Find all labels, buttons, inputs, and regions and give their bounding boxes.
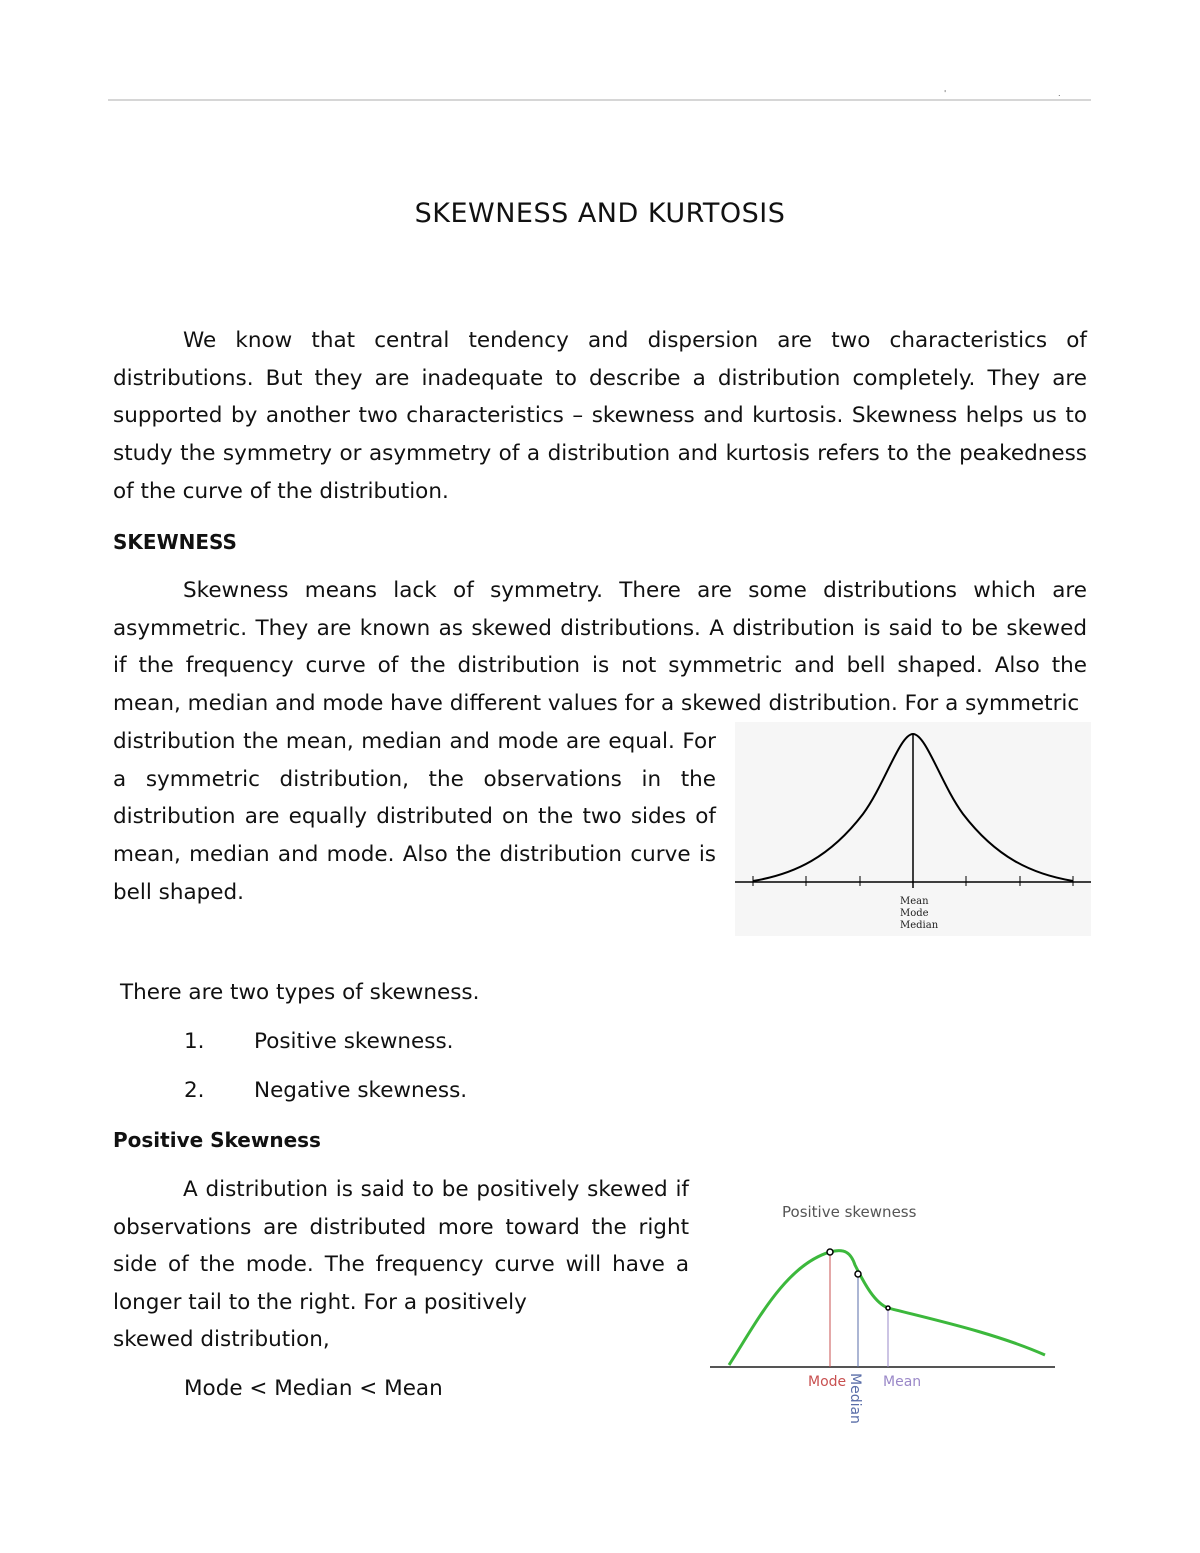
- mode-label: Mode: [808, 1374, 847, 1390]
- positive-relation: Mode < Median < Mean: [184, 1376, 443, 1401]
- page-title: SKEWNESS AND KURTOSIS: [414, 198, 786, 229]
- median-point: [855, 1271, 861, 1277]
- skewness-text-1: Skewness means lack of symmetry. There are some distributions which are asymmetric. They are known as skewed distributions. A distribution is said to be skewed if the frequency curve of the distribution is not symmetric and bell shaped. Also the mean, median and mode have different values for a skewed distribution. For a symmetric: [113, 578, 1087, 717]
- header-mark-right: .: [1058, 89, 1061, 98]
- mean-point: [886, 1306, 890, 1310]
- positive-skewness-text: A distribution is said to be positively skewed if observations are distributed more toward the right side of the mode. The frequency curve will have a longer tail to the right. For a positively: [113, 1177, 689, 1316]
- positive-skewness-paragraph-end: skewed distribution,: [113, 1327, 330, 1352]
- positive-skewness-paragraph: [113, 1171, 689, 1322]
- median-label: Median: [847, 1373, 863, 1424]
- type-label-1: Positive skewness.: [254, 1029, 454, 1054]
- positive-figure-title: Positive skewness: [782, 1203, 917, 1221]
- mean-label: Mean: [883, 1374, 922, 1390]
- type-number-1: 1.: [184, 1029, 205, 1054]
- positive-skewness-heading: Positive Skewness: [113, 1128, 321, 1152]
- skewness-paragraph: [113, 572, 1087, 723]
- type-label-2: Negative skewness.: [254, 1078, 468, 1103]
- header-mark-left: ': [944, 89, 947, 98]
- header-rule: [108, 99, 1091, 101]
- mean-label: Mean: [900, 896, 929, 907]
- type-number-2: 2.: [184, 1078, 205, 1103]
- skewness-paragraph-continued: distribution the mean, median and mode are equal. For a symmetric distribution, the observations in the distribution are equally distributed on the two sides of mean, median and mode. Also the distribution curve is bell shaped.: [113, 729, 716, 905]
- positive-skewness-figure: [705, 1195, 1065, 1435]
- types-intro: There are two types of skewness.: [120, 980, 480, 1005]
- symmetric-distribution-figure: [735, 722, 1091, 936]
- median-label: Median: [900, 920, 939, 931]
- mode-label: Mode: [900, 908, 929, 919]
- mode-point: [827, 1249, 833, 1255]
- intro-paragraph: [113, 322, 1087, 511]
- skewness-heading: SKEWNESS: [113, 530, 237, 554]
- intro-text: We know that central tendency and dispersion are two characteristics of distributions. But they are inadequate to describe a distribution completely. They are supported by another two characteristics – skewness and kurtosis. Skewness helps us to study the symmetry or asymmetry of a distribution and kurtosis refers to the peakedness of the curve of the distribution.: [113, 328, 1087, 504]
